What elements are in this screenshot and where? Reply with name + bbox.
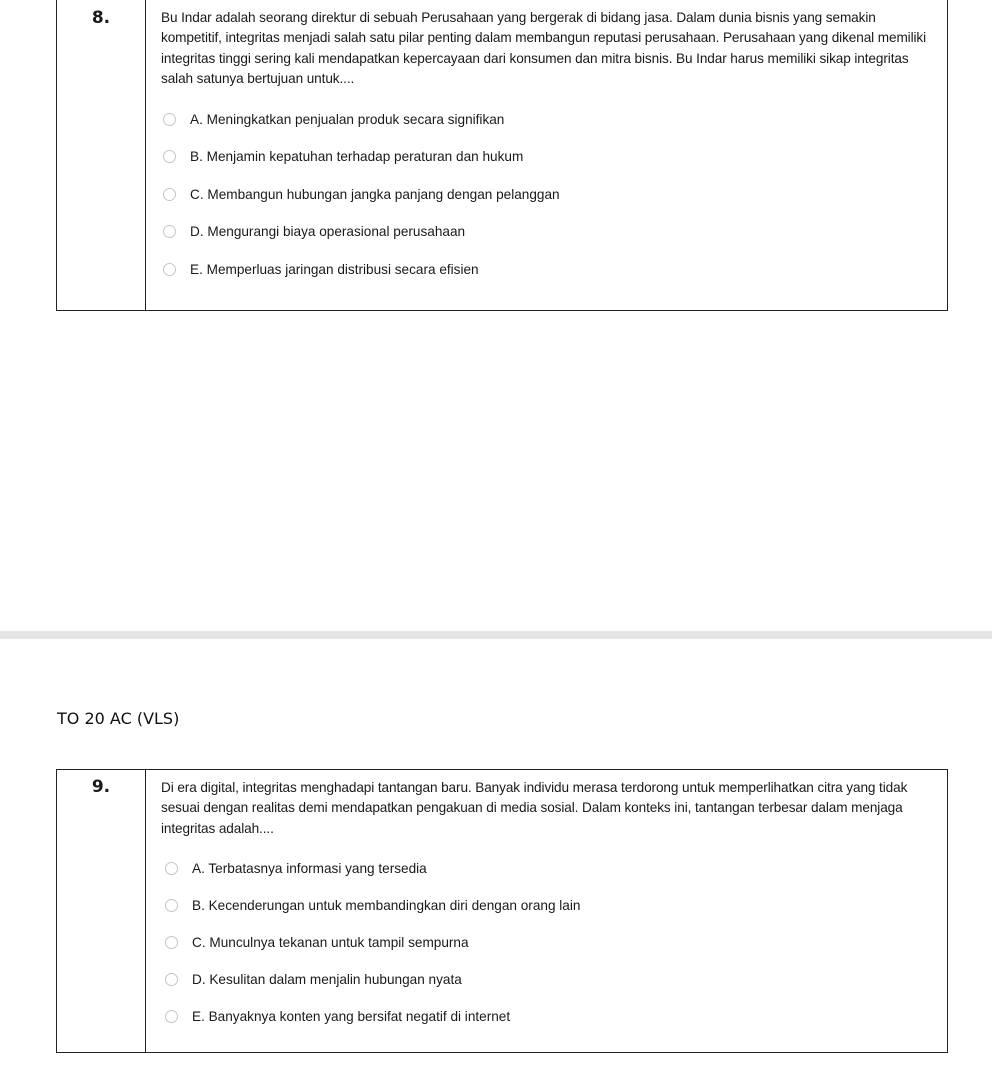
- answer-option-d[interactable]: [161, 961, 933, 998]
- radio-button-icon[interactable]: [163, 263, 176, 276]
- question-number: 9.: [57, 770, 146, 1052]
- answer-option-e[interactable]: [161, 251, 933, 289]
- answer-options: [161, 101, 933, 289]
- option-label: C. Membangun hubungan jangka panjang dengan pelanggan: [190, 186, 560, 202]
- answer-option-e[interactable]: [161, 998, 933, 1035]
- radio-button-icon[interactable]: [165, 1010, 178, 1023]
- option-label: D. Kesulitan dalam menjalin hubungan nyata: [192, 972, 462, 988]
- answer-option-a[interactable]: [161, 850, 933, 887]
- section-title: TO 20 AC (VLS): [57, 709, 180, 728]
- radio-button-icon[interactable]: [163, 113, 176, 126]
- option-label: A. Terbatasnya informasi yang tersedia: [192, 861, 427, 877]
- radio-button-icon[interactable]: [163, 188, 176, 201]
- radio-button-icon[interactable]: [165, 973, 178, 986]
- option-label: B. Menjamin kepatuhan terhadap peraturan dan hukum: [190, 149, 524, 165]
- question-9-table: [56, 769, 948, 1053]
- question-content: [146, 770, 947, 1052]
- option-label: A. Meningkatkan penjualan produk secara signifikan: [190, 111, 505, 127]
- radio-button-icon[interactable]: [165, 899, 178, 912]
- radio-button-icon[interactable]: [163, 225, 176, 238]
- answer-option-b[interactable]: [161, 887, 933, 924]
- answer-option-d[interactable]: [161, 213, 933, 251]
- question-stem: Bu Indar adalah seorang direktur di sebuah Perusahaan yang bergerak di bidang jasa. Dalam dunia bisnis yang semakin kompetitif, integritas menjadi salah satu pilar penting dalam membangun reputasi perusahaan. Perusahaan yang dikenal memiliki integritas tinggi sering kali mendapatkan kepercayaan dari konsumen dan mitra bisnis. Bu Indar harus memiliki sikap integritas salah satunya bertujuan untuk....: [161, 10, 927, 87]
- radio-button-icon[interactable]: [165, 936, 178, 949]
- option-label: D. Mengurangi biaya operasional perusahaan: [190, 224, 466, 240]
- answer-option-c[interactable]: [161, 176, 933, 214]
- option-label: E. Banyaknya konten yang bersifat negatif di internet: [192, 1009, 511, 1025]
- option-label: E. Memperluas jaringan distribusi secara efisien: [190, 261, 479, 277]
- question-stem: Di era digital, integritas menghadapi tantangan baru. Banyak individu merasa terdorong untuk memperlihatkan citra yang tidak sesuai dengan realitas demi mendapatkan pengakuan di media sosial. Dalam konteks ini, tantangan terbesar dalam menjaga integritas adalah....: [161, 780, 908, 836]
- answer-option-a[interactable]: [161, 101, 933, 139]
- option-label: C. Munculnya tekanan untuk tampil sempurna: [192, 935, 469, 951]
- question-number: 8.: [57, 0, 146, 310]
- radio-button-icon[interactable]: [163, 150, 176, 163]
- radio-button-icon[interactable]: [165, 862, 178, 875]
- answer-option-b[interactable]: [161, 138, 933, 176]
- answer-options: [161, 850, 933, 1035]
- question-content: [146, 0, 947, 310]
- page-divider: [0, 631, 992, 639]
- option-label: B. Kecenderungan untuk membandingkan diri dengan orang lain: [192, 898, 581, 914]
- answer-option-c[interactable]: [161, 924, 933, 961]
- question-8-table: [56, 0, 948, 311]
